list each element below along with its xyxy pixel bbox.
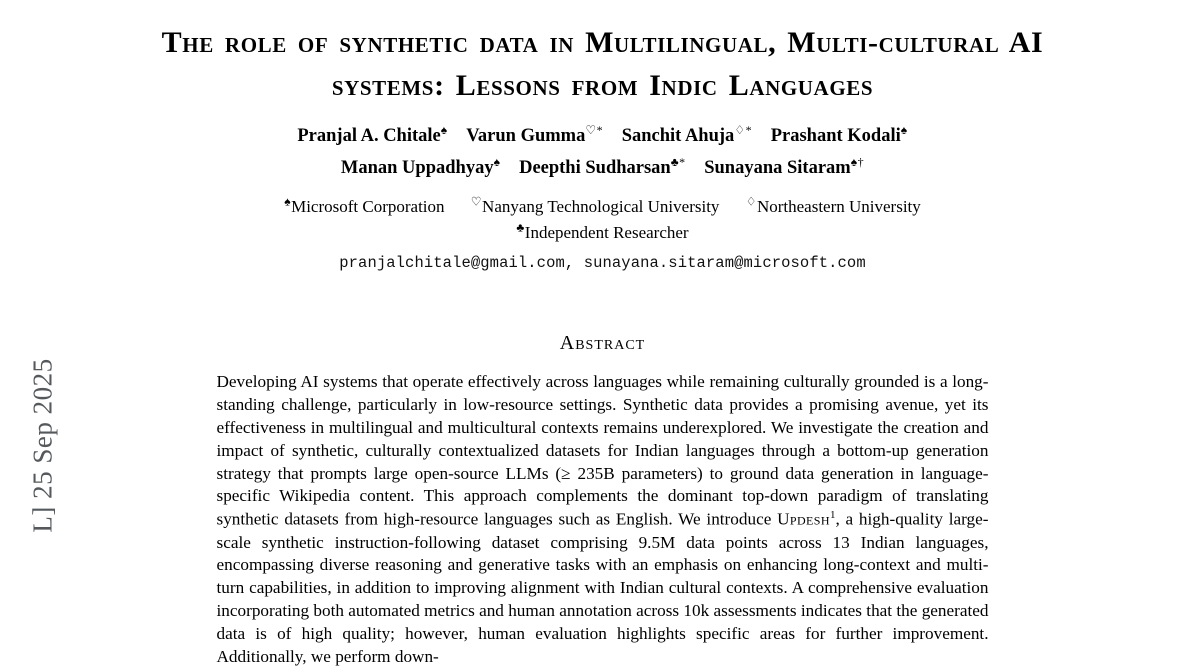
author-row	[145, 153, 1060, 183]
author-affiliation-mark: ♠	[900, 123, 908, 138]
arxiv-side-stamp	[0, 0, 88, 648]
author	[340, 155, 501, 179]
author-affiliation-mark: ♠	[440, 123, 448, 138]
author-name: Manan Uppadhyay	[340, 158, 494, 179]
author-name: Deepthi Sudharsan	[519, 158, 671, 179]
abstract-body	[217, 371, 989, 668]
author-affiliation-mark: ♠	[493, 155, 501, 170]
page-title: The role of synthetic data in Multilingual, Multi-cultural AI systems: Lessons from Indic Languages	[161, 26, 1044, 102]
author-list	[145, 121, 1060, 183]
author	[704, 155, 865, 179]
author-name: Prashant Kodali	[770, 126, 901, 147]
affiliation-row	[145, 193, 1060, 219]
affiliation-mark: ♢	[745, 193, 757, 208]
author-name: Sanchit Ahuja	[621, 126, 735, 147]
author-affiliation-mark: ♢*	[734, 123, 753, 138]
author-name: Pranjal A. Chitale	[297, 126, 441, 147]
author	[770, 123, 908, 147]
affiliation-row	[145, 219, 1060, 245]
author-row	[145, 121, 1060, 151]
abstract-text-part-2: , a high-quality large-scale synthetic instruction-following dataset comprising 9.5M data points across 13 Indian languages, encompassing diverse reasoning and generative tasks with an emphasis on enhancing long-context and multi-turn capabilities, in addition to improving alignment with Indian cultural contexts. A comprehensive evaluation incorporating both automated metrics and human annotation across 10k assessments indicates that the generated data is of high quality; however, human evaluation highlights specific areas for further improvement. Additionally, we perform down-	[216, 509, 989, 666]
abstract-heading: Abstract	[559, 332, 646, 355]
affiliation-mark: ♣	[516, 220, 525, 235]
affiliation-name: Nanyang Technological University	[482, 196, 720, 216]
affiliation-name: Independent Researcher	[524, 222, 689, 242]
footnote-marker: 1	[829, 509, 836, 522]
author	[519, 155, 686, 179]
author-name: Varun Gumma	[466, 126, 586, 147]
affiliation-mark: ♡	[470, 193, 483, 208]
author-affiliation-mark: ♠†	[850, 155, 865, 170]
affiliation	[516, 220, 689, 242]
author-affiliation-mark: ♡*	[585, 123, 604, 138]
affiliation	[745, 193, 921, 216]
abstract-text-part-1: Developing AI systems that operate effectively across languages while remaining culturally grounded is a long-standing challenge, particularly in low-resource settings. Synthetic data provides a promising avenue, yet its effectiveness in multilingual and multicultural contexts remains underexplored. We investigate the creation and impact of synthetic, culturally contextualized datasets for Indian languages through a bottom-up generation strategy that prompts large open-source LLMs (≥ 235B parameters) to ground data generation in language-specific Wikipedia content. This approach complements the dominant top-down paradigm of translating synthetic datasets from high-resource languages such as English. We introduce	[216, 372, 989, 529]
author	[621, 123, 753, 147]
paper-content	[145, 22, 1060, 668]
affiliation-name: Microsoft Corporation	[291, 196, 445, 216]
contact-emails: pranjalchitale@gmail.com, sunayana.sitaram@microsoft.com	[339, 254, 866, 273]
affiliation-mark: ♠	[284, 193, 292, 208]
dataset-name: Updesh	[777, 509, 830, 529]
author-name: Sunayana Sitaram	[704, 158, 851, 179]
arxiv-stamp-text: L] 25 Sep 2025	[27, 358, 58, 533]
affiliation	[470, 193, 720, 216]
affiliation-name: Northeastern University	[756, 196, 921, 216]
affiliation	[284, 193, 445, 216]
author	[466, 123, 604, 147]
author-affiliation-mark: ♣*	[670, 155, 686, 170]
author	[297, 123, 448, 147]
affiliation-list	[145, 193, 1060, 246]
